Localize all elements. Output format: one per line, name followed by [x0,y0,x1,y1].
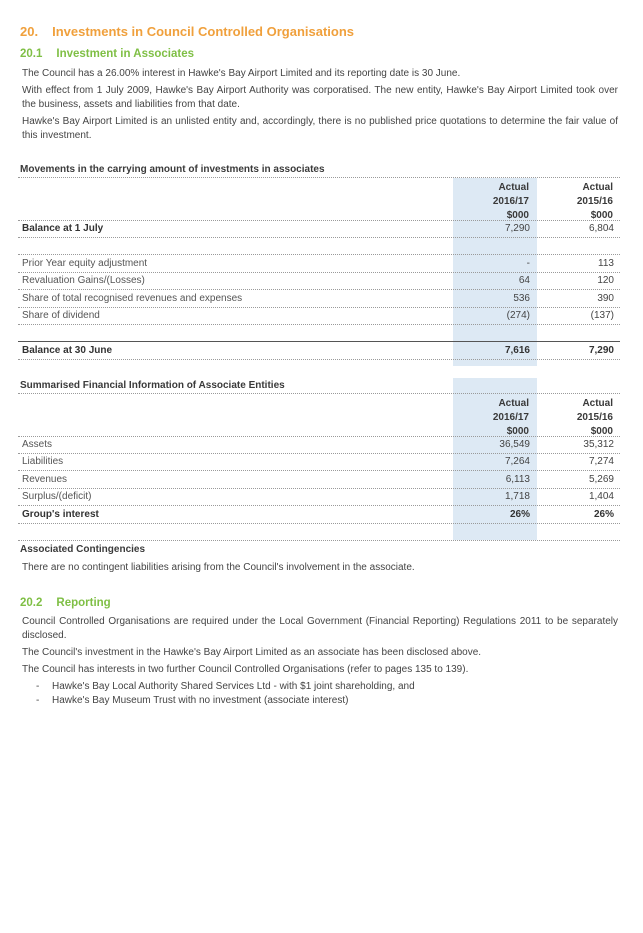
row-value-prior: 7,274 [588,456,614,467]
row-value-prior: 26% [593,509,614,520]
list-item-text: Hawke's Bay Museum Trust with no investment (associate interest) [52,695,349,706]
col-header-line: 2016/17 [492,196,529,207]
col-header-line: 2016/17 [492,412,529,423]
row-label: Group's interest [22,509,99,520]
reporting-heading [20,597,111,609]
row-label: Assets [22,439,53,450]
table-row [18,488,620,505]
col-header-line: Actual [498,182,529,193]
reporting-bullet-list [36,680,415,708]
col-header-line: 2015/16 [576,412,613,423]
row-value-prior: 35,312 [583,439,614,450]
movements-col-prior-header [543,181,613,223]
bullet-marker: - [36,681,40,692]
divider [18,393,620,394]
row-label: Share of dividend [22,310,100,321]
table-row-total [18,342,620,359]
row-value-prior: 5,269 [588,474,614,485]
row-value-current: 7,290 [504,223,530,234]
row-label: Revaluation Gains/(Losses) [22,275,145,286]
divider [18,324,620,325]
row-value-current: (274) [506,310,530,321]
col-header-line: Actual [582,182,613,193]
col-header-line: $000 [506,210,529,221]
summary-table-title: Summarised Financial Information of Associate Entities [20,380,285,391]
table-row [18,471,620,488]
bullet-marker: - [36,695,40,706]
row-label: Balance at 1 July [22,223,104,234]
col-header-line: $000 [590,426,613,437]
row-value-current: 36,549 [499,439,530,450]
row-value-current: 6,113 [505,474,530,485]
associates-title: Investment in Associates [56,48,195,60]
reporting-paragraph-1: Council Controlled Organisations are required under the Local Government (Financial Reporting) Regulations 2011 to be separately disclosed. [22,616,618,641]
col-header-line: Actual [582,398,613,409]
associates-paragraph-1: The Council has a 26.00% interest in Hawke's Bay Airport Limited and its reporting date is 30 June. [22,68,461,79]
row-label: Revenues [22,474,68,485]
movements-col-current-header [459,181,529,223]
contingencies-text: There are no contingent liabilities arising from the Council's involvement in the associate. [22,562,415,573]
table-row [18,272,620,289]
row-value-current: 1,718 [504,491,530,502]
movements-table-title: Movements in the carrying amount of investments in associates [20,164,325,175]
section-heading [20,24,354,39]
summary-col-prior-header [543,397,613,439]
list-item [36,680,415,694]
reporting-paragraph-3: The Council has interests in two further Council Controlled Organisations (refer to pages 135 to 139). [22,664,469,675]
table-row [18,290,620,307]
row-value-current: - [526,258,530,269]
row-value-prior: 1,404 [588,491,614,502]
reporting-paragraph-2: The Council's investment in the Hawke's Bay Airport Limited as an associate has been disclosed above. [22,647,482,658]
table-row [18,436,620,453]
divider [18,359,620,360]
table-row [18,255,620,272]
divider [18,177,620,178]
row-value-current: 536 [513,293,530,304]
col-header-line: $000 [590,210,613,221]
list-item [36,694,415,708]
row-value-current: 7,616 [504,345,530,356]
table-row [18,307,620,324]
col-header-line: 2015/16 [576,196,613,207]
contingencies-title: Associated Contingencies [20,544,146,555]
divider [18,540,620,541]
row-label: Liabilities [22,456,64,467]
row-label: Share of total recognised revenues and expenses [22,293,243,304]
table-row [18,220,620,237]
row-value-current: 26% [509,509,530,520]
row-value-prior: 6,804 [588,223,614,234]
row-value-current: 64 [518,275,530,286]
reporting-number: 20.2 [20,597,43,609]
section-title: Investments in Council Controlled Organisations [52,24,355,39]
associates-paragraph-3: Hawke's Bay Airport Limited is an unlisted entity and, accordingly, there is no published price quotations to determine the fair value of this investment. [22,116,618,141]
row-label: Balance at 30 June [22,345,113,356]
row-label: Prior Year equity adjustment [22,258,148,269]
associates-number: 20.1 [20,48,43,60]
table-row [18,453,620,470]
section-number: 20. [20,24,39,39]
divider [18,523,620,524]
col-header-line: Actual [498,398,529,409]
associates-heading [20,48,194,60]
row-value-prior: 7,290 [588,345,614,356]
divider [18,237,620,238]
reporting-title: Reporting [56,597,111,609]
row-value-current: 7,264 [504,456,530,467]
row-value-prior: 113 [598,258,614,269]
list-item-text: Hawke's Bay Local Authority Shared Services Ltd - with $1 joint shareholding, and [52,681,415,692]
row-value-prior: 120 [597,275,614,286]
col-header-line: $000 [506,426,529,437]
row-label: Surplus/(deficit) [22,491,92,502]
associates-paragraph-2: With effect from 1 July 2009, Hawke's Bay Airport Authority was corporatised. The new entity, Hawke's Bay Airport Limited took over the business, assets and liabilities from that date. [22,85,618,110]
row-value-prior: (137) [590,310,614,321]
row-value-prior: 390 [597,293,614,304]
summary-col-current-header [459,397,529,439]
table-row-total [18,506,620,523]
